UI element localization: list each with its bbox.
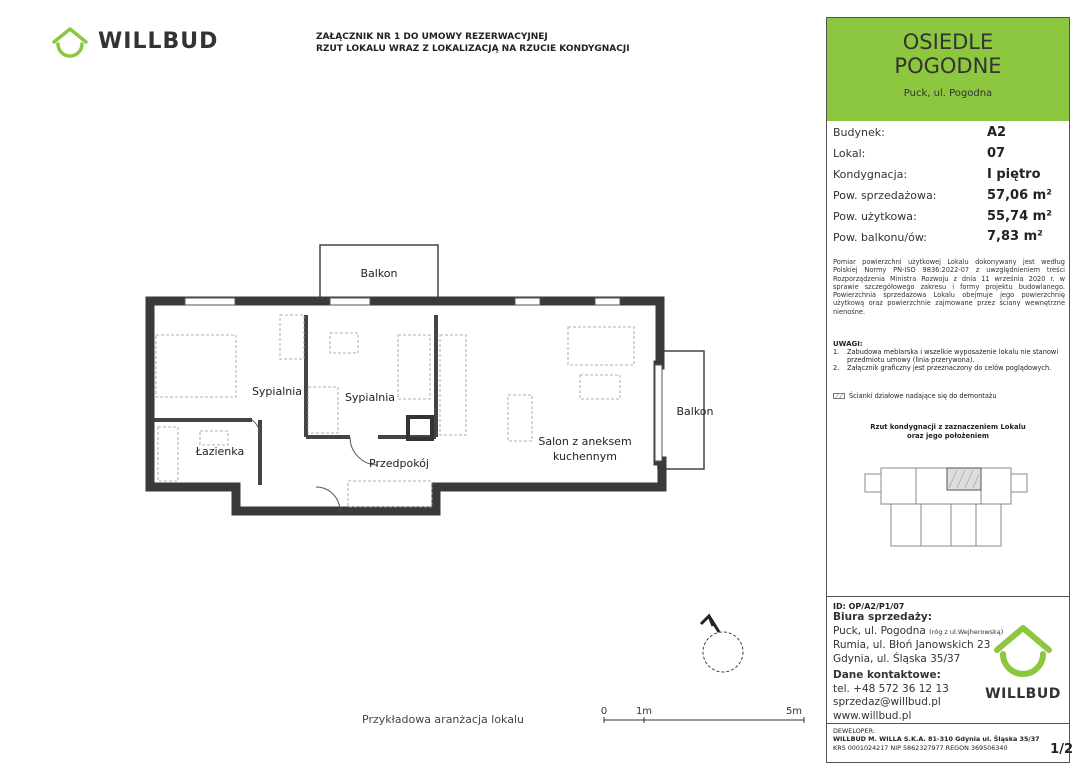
- project-title-1: OSIEDLE: [902, 30, 994, 54]
- label-salon-1: Salon z aneksem: [538, 435, 632, 448]
- brand-logo: [52, 26, 218, 56]
- scale-0: 0: [600, 706, 608, 717]
- prop-value: 7,83 m²: [987, 229, 1043, 244]
- label-sypialnia-1: Sypialnia: [251, 385, 303, 398]
- sales-info: [833, 611, 1003, 723]
- prop-value: 07: [987, 146, 1006, 161]
- floor-minimap: [861, 458, 1031, 554]
- scale-5m: 5m: [785, 706, 803, 717]
- outer-wall: [150, 301, 662, 511]
- prop-label: Pow. użytkowa:: [833, 210, 917, 223]
- scale-bar: [598, 700, 808, 730]
- info-panel: [826, 17, 1070, 763]
- office-puck: Puck, ul. Pogodna: [833, 624, 926, 637]
- hatch-legend-icon: [833, 393, 845, 399]
- remark-item: 2. Załącznik graficzny jest przeznaczony do celów poglądowych.: [833, 364, 1052, 373]
- label-balkon-top: Balkon: [360, 267, 398, 280]
- north-arrow-icon: [695, 612, 751, 676]
- minimap-title: [827, 423, 1069, 440]
- highlighted-unit: [947, 468, 981, 490]
- contact-email[interactable]: sprzedaz@willbud.pl: [833, 696, 941, 708]
- window: [330, 298, 370, 305]
- house-logo-icon: [52, 26, 88, 56]
- office-puck-note: (róg z ul.Wejherowską): [929, 627, 1004, 636]
- remark-item: 1. Zabudowa meblarska i wszelkie wyposażenie lokalu nie stanowi przedmiotu umowy (linia przerywona).: [833, 348, 1059, 365]
- label-lazienka: Łazienka: [195, 445, 245, 458]
- floor-plan: [140, 235, 714, 535]
- label-salon-2: kuchennym: [553, 450, 617, 463]
- developer-label: DEWELOPER:: [833, 727, 875, 735]
- prop-label: Budynek:: [833, 126, 885, 139]
- header-line-2: RZUT LOKALU WRAZ Z LOKALIZACJĄ NA RZUCIE KONDYGNACJI: [316, 44, 630, 54]
- office-gdynia: Gdynia, ul. Śląska 35/37: [833, 652, 961, 665]
- label-przedpokoj: Przedpokój: [369, 457, 429, 470]
- remarks-list: [833, 348, 1065, 373]
- page-number: 1/2: [1050, 742, 1073, 757]
- contact-phone[interactable]: tel. +48 572 36 12 13: [833, 682, 949, 695]
- contact-title: Dane kontaktowe:: [833, 669, 941, 681]
- measurement-note: Pomiar powierzchni użytkowej Lokalu dokonywany jest według Polskiej Normy PN-ISO 9836:2022-07 z uwzględnieniem treści Rozporządzenia Ministra Rozwoju z dnia 11 września 2020 r. w sprawie szczegółowego zakresu i formy projektu budowlanego. Powierzchnia sprzedażowa Lokalu obejmuje jego powierzchnię użytkową oraz powierzchnie zajmowane przez ściany wewnętrzne nienośne.: [833, 258, 1065, 316]
- window: [185, 298, 235, 305]
- prop-value: 57,06 m²: [987, 188, 1052, 203]
- prop-label: Kondygnacja:: [833, 168, 908, 181]
- label-balkon-right: Balkon: [676, 405, 714, 418]
- prop-value: 55,74 m²: [987, 209, 1052, 224]
- contact-website[interactable]: www.willbud.pl: [833, 709, 912, 722]
- sales-title: Biura sprzedaży:: [833, 611, 932, 623]
- window: [595, 298, 620, 305]
- minimap-title-2: oraz jego położeniem: [907, 431, 989, 440]
- unit-id: ID: OP/A2/P1/07: [827, 596, 1069, 611]
- minimap-title-1: Rzut kondygnacji z zaznaczeniem Lokalu: [870, 423, 1026, 431]
- developer-line: WILLBUD M. WILLA S.K.A. 81-310 Gdynia ul. Śląska 35/37: [833, 735, 1040, 744]
- panel-logo: [985, 620, 1061, 702]
- developer-registration: KRS 0001024217 NIP 5862327977 REGON 369506340: [833, 743, 1008, 752]
- developer-info: [827, 723, 1069, 752]
- prop-label: Pow. balkonu/ów:: [833, 231, 927, 244]
- caption: Przykładowa aranżacja lokalu: [362, 713, 524, 726]
- remarks-title: UWAGI:: [833, 340, 863, 348]
- scale-1m: 1m: [635, 706, 653, 717]
- house-logo-icon: [991, 620, 1055, 682]
- project-title-2: POGODNE: [894, 54, 1002, 78]
- prop-value: I piętro: [987, 167, 1041, 182]
- label-sypialnia-2: Sypialnia: [344, 391, 396, 404]
- furniture: [156, 315, 634, 507]
- office-rumia: Rumia, ul. Błoń Janowskich 23: [833, 639, 991, 651]
- legend: [833, 392, 1065, 400]
- prop-value: A2: [987, 125, 1007, 140]
- prop-label: Pow. sprzedażowa:: [833, 189, 937, 202]
- legend-text: Ścianki działowe nadające się do demontażu: [849, 392, 997, 400]
- panel-logo-text: WILLBUD: [985, 686, 1061, 702]
- prop-label: Lokal:: [833, 147, 866, 160]
- window: [515, 298, 540, 305]
- document-header: [316, 31, 630, 55]
- project-location: Puck, ul. Pogodna: [903, 88, 993, 99]
- header-line-1: ZAŁĄCZNIK NR 1 DO UMOWY REZERWACYJNEJ: [316, 32, 548, 42]
- project-header: [827, 18, 1069, 121]
- brand-name: WILLBUD: [98, 28, 219, 54]
- window: [655, 365, 662, 461]
